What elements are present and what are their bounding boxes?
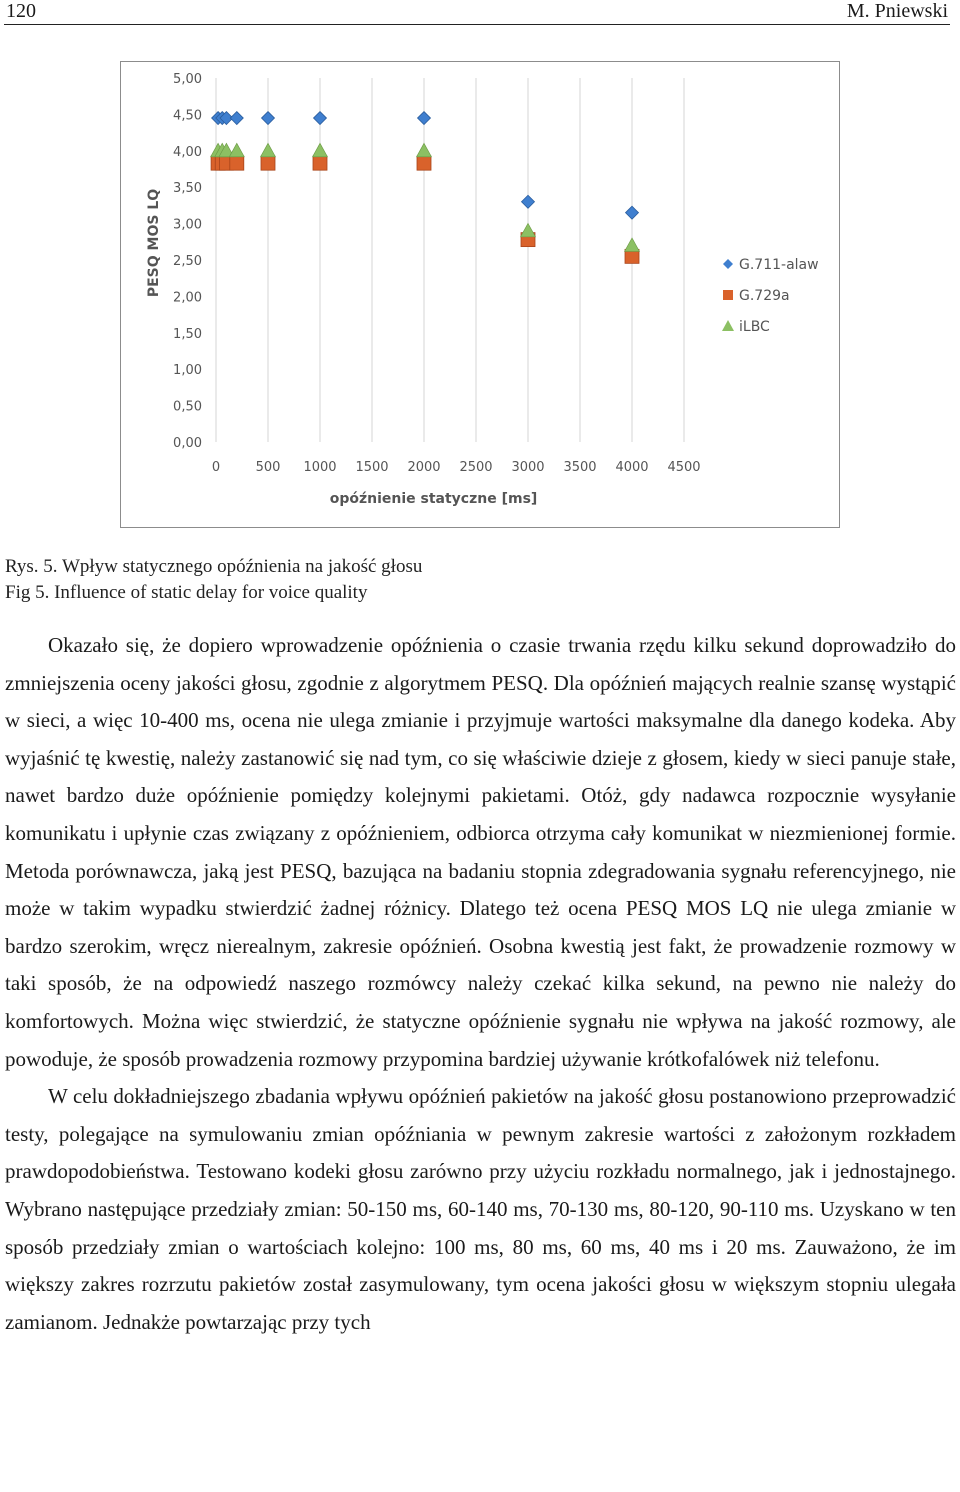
legend-marker-square (723, 290, 733, 300)
y-tick-label: 3,50 (173, 181, 202, 197)
scatter-chart (121, 62, 839, 527)
figure-caption-pl: Rys. 5. Wpływ statycznego opóźnienia na jakość głosu (5, 556, 423, 577)
y-tick-label: 0,00 (173, 436, 202, 451)
x-tick-label: 0 (211, 460, 221, 475)
data-point-square (313, 156, 327, 170)
data-point-diamond (418, 112, 431, 125)
data-point-triangle (521, 223, 536, 237)
running-author: M. Pniewski (846, 0, 948, 22)
chart-figure (120, 61, 840, 528)
data-point-square (230, 156, 244, 170)
x-tick-label: 2000 (407, 460, 441, 475)
legend-label: iLBC (739, 319, 770, 335)
x-tick-label: 4000 (615, 460, 649, 475)
data-point-triangle (261, 143, 276, 157)
data-point-triangle (313, 143, 328, 157)
data-point-diamond (314, 112, 327, 125)
x-tick-label: 1500 (355, 460, 389, 475)
y-tick-label: 2,50 (173, 254, 202, 269)
legend-label: G.729a (739, 288, 790, 304)
data-point-triangle (229, 143, 244, 157)
data-point-diamond (522, 195, 535, 208)
y-tick-label: 4,00 (173, 144, 202, 160)
y-axis-title: PESQ MOS LQ (146, 188, 162, 298)
y-tick-label: 3,00 (173, 217, 202, 233)
legend-label: G.711-alaw (739, 257, 819, 273)
figure-caption-en: Fig 5. Influence of static delay for voice quality (5, 582, 368, 603)
y-tick-label: 5,00 (173, 72, 202, 87)
y-tick-label: 4,50 (173, 108, 202, 124)
x-tick-label: 2500 (459, 460, 493, 475)
data-point-diamond (626, 206, 639, 219)
legend-marker-triangle (722, 320, 734, 331)
x-tick-label: 3500 (563, 460, 597, 475)
data-point-triangle (417, 143, 432, 157)
paragraph-2: W celu dokładniejszego zbadania wpływu opóźnień pakietów na jakość głosu postanowiono przeprowadzić testy, polegające na symulowaniu zmian opóźniania w pewnym zakresie wartości z założonym rozkładem prawdopodobieństwa. Testowano kodeki głosu zarówno przy użyciu rozkładu normalnego, jak i jednostajnego. Wybrano następujące przedziały zmian: 50-150 ms, 60-140 ms, 70-130 ms, 80-120, 90-110 ms. Uzyskano w ten sposób przedziały zmian o wartościach kolejno: 100 ms, 80 ms, 60 ms, 40 ms i 20 ms. Zauważono, że im większy zakres rozrzutu pakietów został zasymulowany, tym ocena jakości głosu w większym stopniu ulegała zamianom. Jednakże powtarzając przy tych (5, 1084, 956, 1334)
x-tick-label: 1000 (303, 460, 337, 475)
y-tick-label: 1,50 (173, 326, 202, 342)
data-point-diamond (230, 112, 243, 125)
data-point-square (417, 156, 431, 170)
legend-marker-diamond (723, 259, 733, 269)
y-tick-label: 0,50 (173, 399, 202, 415)
page-header (4, 0, 950, 25)
x-tick-label: 3000 (511, 460, 545, 475)
page-number: 120 (6, 0, 36, 22)
data-point-square (261, 156, 275, 170)
y-tick-label: 2,00 (173, 290, 202, 306)
body-text (5, 627, 956, 1341)
x-axis-title: opóźnienie statyczne [ms] (329, 491, 538, 507)
x-tick-label: 500 (255, 460, 281, 475)
data-point-triangle (625, 238, 640, 252)
y-tick-label: 1,00 (173, 363, 202, 379)
paragraph-1: Okazało się, że dopiero wprowadzenie opóźnienia o czasie trwania rzędu kilku sekund doprowadziło do zmniejszenia oceny jakości głosu, zgodnie z algorytmem PESQ. Dla opóźnień mających realnie szansę wystąpić w sieci, a więc 10-400 ms, ocena nie ulega zmianie i przyjmuje wartości maksymalne dla danego kodeka. Aby wyjaśnić tę kwestię, należy zastanowić się nad tym, co się właściwie dzieje z głosem, kiedy w sieci panuje stałe, nawet bardzo duże opóźnienie pomiędzy kolejnymi pakietami. Otóż, gdy nadawca rozpocznie wysyłanie komunikatu i upłynie czas związany z opóźnieniem, odbiorca otrzyma cały komunikat w niezmienionej formie. Metoda porównawcza, jaką jest PESQ, bazująca na badaniu stopnia zdegradowania sygnału referencyjnego, nie może w takim wypadku stwierdzić żadnej różnicy. Dlatego też ocena PESQ MOS LQ nie ulega zmianie w bardzo szerokim, wręcz nierealnym, zakresie opóźnień. Osobna kwestią jest fakt, że prowadzenie rozmowy w taki sposób, że na odpowiedź naszego rozmówcy należy czekać kilka sekund, na pewno nie należy do komfortowych. Można więc stwierdzić, że statyczne opóźnienie sygnału nie wpływa na jakość rozmowy, ale powoduje, że sposób prowadzenia rozmowy przypomina bardziej używanie krótkofalówek niż telefonu. (5, 633, 956, 1071)
x-tick-label: 4500 (667, 460, 701, 475)
data-point-diamond (262, 112, 275, 125)
